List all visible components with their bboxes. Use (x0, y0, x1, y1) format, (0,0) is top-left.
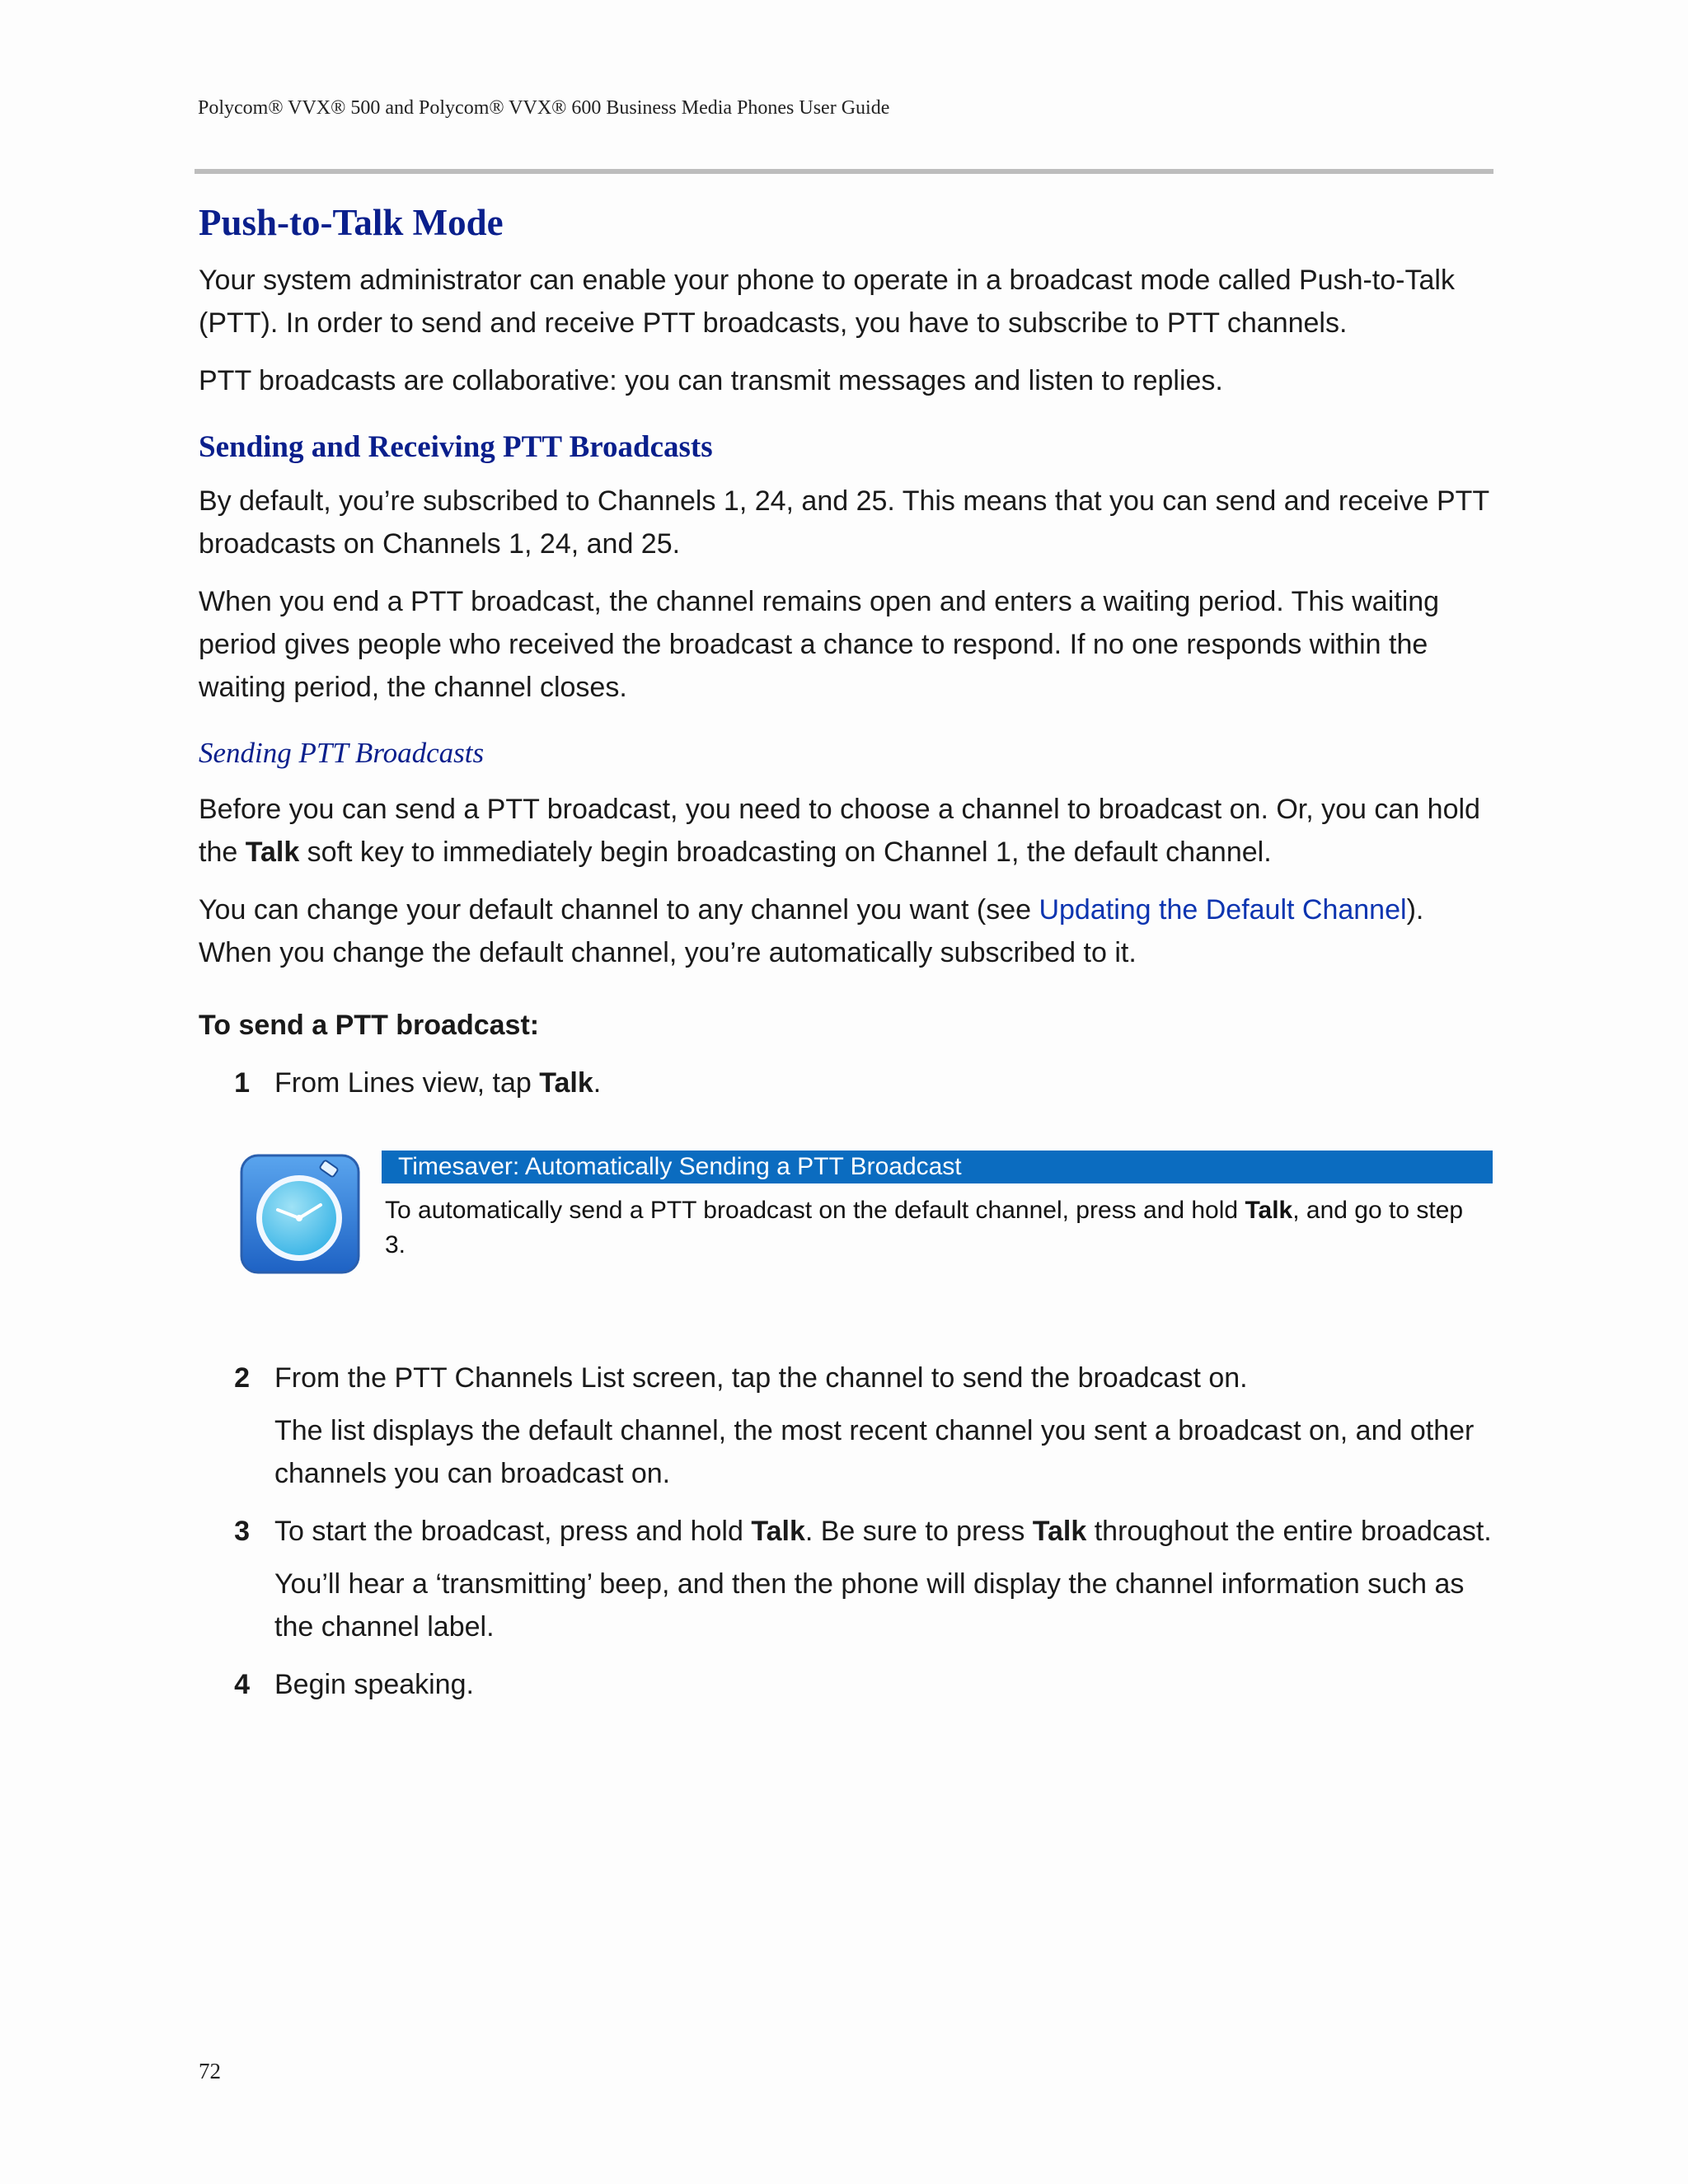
step-text: Begin speaking. (274, 1669, 474, 1700)
procedure-title: To send a PTT broadcast: (199, 1010, 540, 1041)
subsection-paragraph-1: Before you can send a PTT broadcast, you need to choose a channel to broadcast on. Or, you can hold the Talk soft key to immediately begin broadcasting on Channel 1, the default channel. (199, 794, 1480, 868)
step-subtext: The list displays the default channel, the most recent channel you sent a broadcast on, and other channels you can broadcast on. (274, 1415, 1475, 1489)
step-text: From Lines view, tap Talk. (274, 1067, 602, 1099)
section-paragraph-2: When you end a PTT broadcast, the channel remains open and enters a waiting period. This waiting period gives people who received the broadcast a chance to respond. If no one responds within the waiting period, the channel closes. (199, 586, 1440, 703)
stopwatch-icon (240, 1154, 360, 1274)
page-content (199, 198, 1493, 1706)
step-text: From the PTT Channels List screen, tap the channel to send the broadcast on. (274, 1362, 1248, 1394)
subsection-paragraph-2: You can change your default channel to any channel you want (see Updating the Default Channel). When you change the default channel, you’re automatically subscribed to it. (199, 894, 1424, 968)
talk-keyword: Talk (245, 837, 300, 868)
step-number: 4 (234, 1669, 250, 1700)
step-number: 3 (234, 1516, 250, 1547)
step-number: 2 (234, 1362, 250, 1394)
step-3 (199, 1510, 1493, 1648)
intro-paragraph-2: PTT broadcasts are collaborative: you can transmit messages and listen to replies. (199, 365, 1223, 396)
running-header: Polycom® VVX® 500 and Polycom® VVX® 600 Business Media Phones User Guide (198, 97, 890, 119)
header-rule (195, 169, 1493, 174)
timesaver-note (240, 1151, 1493, 1274)
page-number: 72 (199, 2059, 221, 2083)
step-text: To start the broadcast, press and hold Talk. Be sure to press Talk throughout the entire broadcast. (274, 1516, 1492, 1547)
section-paragraph-1: By default, you’re subscribed to Channels 1, 24, and 25. This means that you can send and receive PTT broadcasts on Channels 1, 24, and 25. (199, 485, 1489, 560)
note-text: To automatically send a PTT broadcast on the default channel, press and hold Talk, and go to step 3. (385, 1197, 1464, 1258)
updating-default-channel-link[interactable]: Updating the Default Channel (1039, 894, 1407, 926)
section-title: Sending and Receiving PTT Broadcasts (199, 430, 713, 464)
note-title: Timesaver: Automatically Sending a PTT Broadcast (382, 1151, 1493, 1183)
page-title: Push-to-Talk Mode (199, 202, 504, 243)
step-2 (199, 1357, 1493, 1495)
step-number: 1 (234, 1067, 250, 1099)
subsection-title: Sending PTT Broadcasts (199, 737, 485, 769)
step-1 (199, 1062, 1493, 1104)
step-subtext: You’ll hear a ‘transmitting’ beep, and then the phone will display the channel information such as the channel label. (274, 1568, 1465, 1643)
step-4 (199, 1663, 1493, 1706)
intro-paragraph-1: Your system administrator can enable your phone to operate in a broadcast mode called Push-to-Talk (PTT). In order to send and receive PTT broadcasts, you have to subscribe to PTT channels. (199, 265, 1455, 339)
